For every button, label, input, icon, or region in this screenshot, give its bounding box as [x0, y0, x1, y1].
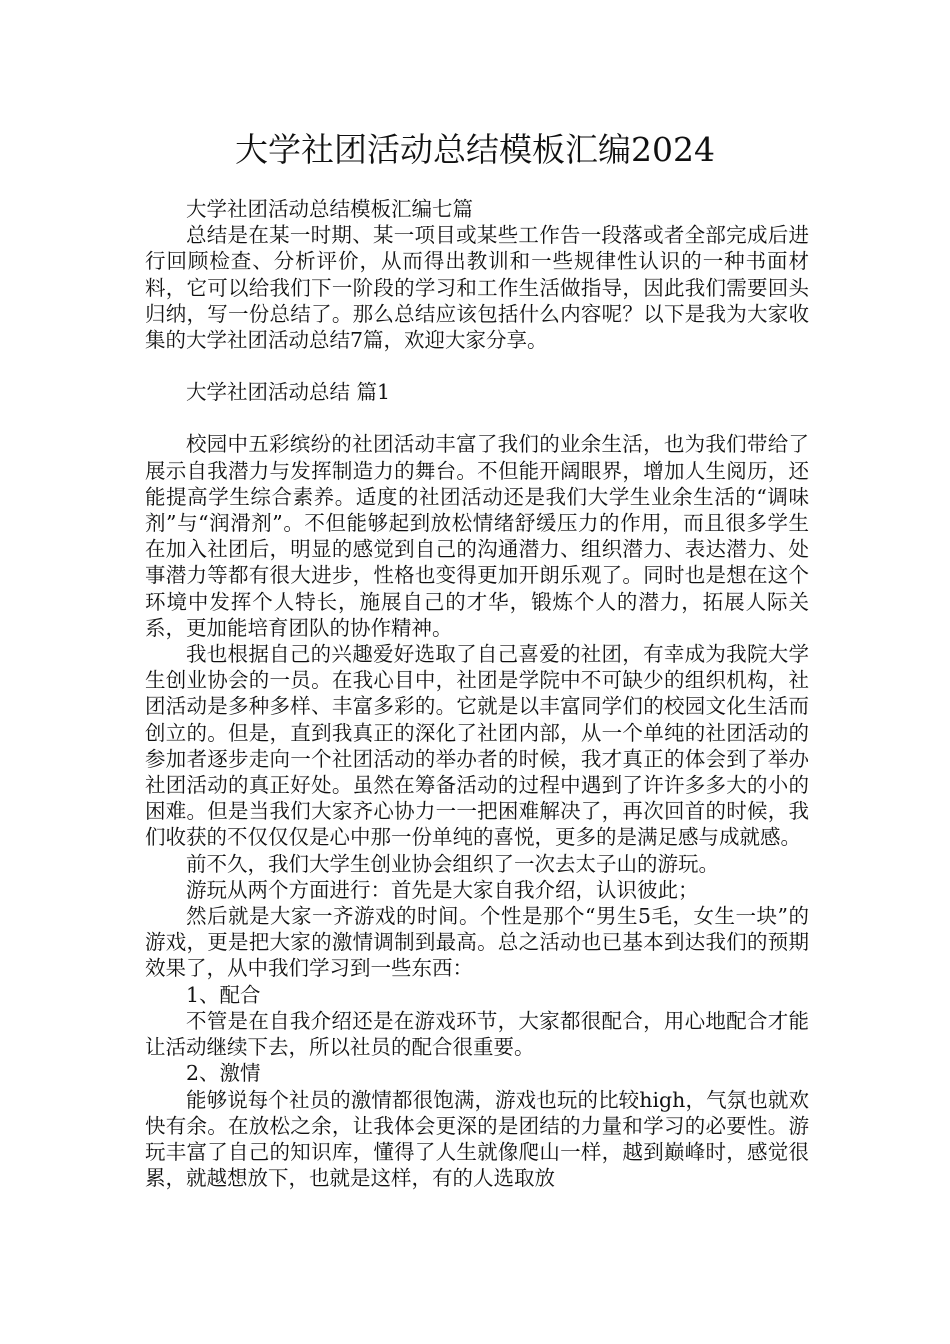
- list-heading: 2、激情: [186, 1061, 261, 1086]
- body-paragraph: 前不久，我们大学生创业协会组织了一次去太子山的游玩。: [186, 851, 719, 876]
- list-heading: 1、配合: [186, 982, 261, 1007]
- body-paragraph: 不管是在自我介绍还是在游戏环节，大家都很配合，用心地配合才能让活动继续下去，所以社员的配合很重要。: [145, 1008, 809, 1060]
- intro-paragraph: 总结是在某一时期、某一项目或某些工作告一段落或者全部完成后进行回顾检查、分析评价，从而得出教训和一些规律性认识的一种书面材料，它可以给我们下一阶段的学习和工作生活做指导，因此我们需要回头归纳，写一份总结了。那么总结应该包括什么内容呢？以下是我为大家收集的大学社团活动总结7篇，欢迎大家分享。: [145, 223, 809, 353]
- subtitle-line: 大学社团活动总结模板汇编七篇: [186, 197, 473, 221]
- document-body: [145, 196, 809, 1191]
- document-title: 大学社团活动总结模板汇编2024: [235, 130, 715, 169]
- body-paragraph: 我也根据自己的兴趣爱好选取了自己喜爱的社团，有幸成为我院大学生创业协会的一员。在我心目中，社团是学院中不可缺少的组织机构，社团活动是多种多样、丰富多彩的。它就是以丰富同学们的校园文化生活而创立的。但是，直到我真正的深化了社团内部，从一个单纯的社团活动的参加者逐步走向一个社团活动的举办者的时候，我才真正的体会到了举办社团活动的真正好处。虽然在筹备活动的过程中遇到了许许多多大的小的困难。但是当我们大家齐心协力一一把困难解决了，再次回首的时候，我们收获的不仅仅仅是心中那一份单纯的喜悦，更多的是满足感与成就感。: [145, 642, 809, 850]
- body-paragraph: 能够说每个社员的激情都很饱满，游戏也玩的比较high，气氛也就欢快有余。在放松之余，让我体会更深的是团结的力量和学习的必要性。游玩丰富了自己的知识库，懂得了人生就像爬山一样，越到巅峰时，感觉很累，就越想放下，也就是这样，有的人选取放: [145, 1087, 809, 1191]
- body-paragraph: 游玩从两个方面进行：首先是大家自我介绍，认识彼此；: [186, 877, 699, 902]
- body-paragraph: 校园中五彩缤纷的社团活动丰富了我们的业余生活，也为我们带给了展示自我潜力与发挥制造力的舞台。不但能开阔眼界，增加人生阅历，还能提高学生综合素养。适度的社团活动还是我们大学生业余生活的“调味剂”与“润滑剂”。不但能够起到放松情绪舒缓压力的作用，而且很多学生在加入社团后，明显的感觉到自己的沟通潜力、组织潜力、表达潜力、处事潜力等都有很大进步，性格也变得更加开朗乐观了。同时也是想在这个环境中发挥个人特长，施展自己的才华，锻炼个人的潜力，拓展人际关系，更加能培育团队的协作精神。: [145, 432, 809, 640]
- body-paragraph: 然后就是大家一齐游戏的时间。个性是那个“男生5毛，女生一块”的游戏，更是把大家的激情调制到最高。总之活动也已基本到达我们的预期效果了，从中我们学习到一些东西：: [145, 904, 809, 981]
- section-heading: 大学社团活动总结 篇1: [186, 380, 391, 405]
